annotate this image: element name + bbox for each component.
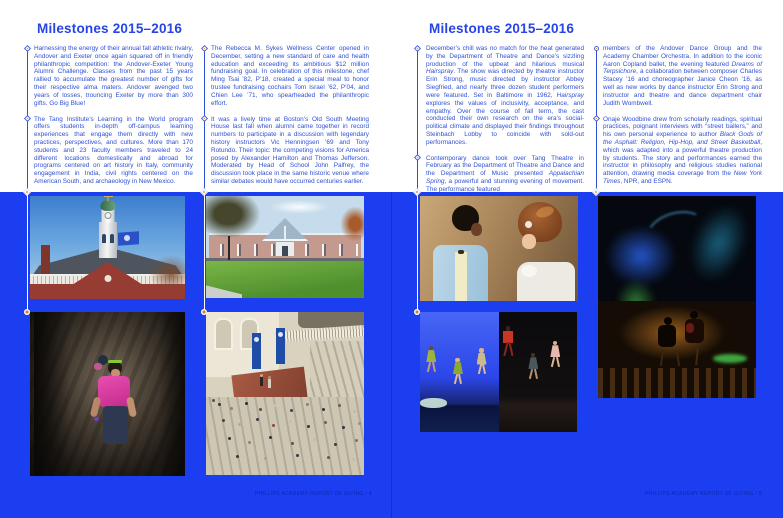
milestone-diamond-marker: [23, 44, 30, 51]
dancer-leg: [458, 374, 462, 384]
page-footer: PHILLIPS ACADEMY REPORT OF GIVING / 5: [645, 491, 762, 497]
photo-appalachian-spring-dancers: [420, 312, 577, 432]
milestone-diamond-marker: [413, 154, 420, 161]
text-column: [34, 45, 193, 194]
bow-tie: [458, 250, 464, 254]
dancer-head: [455, 358, 460, 363]
dancer-leg: [477, 364, 481, 374]
dancer-leg: [454, 374, 458, 384]
photo-tunnel-students: [30, 312, 185, 476]
page-gutter-line: [391, 192, 392, 518]
pink-shirt: [98, 376, 130, 407]
banner-seal: [278, 332, 283, 337]
clock-face: [104, 212, 111, 219]
text-column: [603, 45, 762, 194]
bare-tree: [149, 255, 185, 293]
photo-hairspray-performers: [420, 196, 578, 301]
speaker-figure: [268, 379, 271, 388]
milestone-diamond-marker: [200, 44, 207, 51]
photo-theatre-production: [598, 196, 756, 398]
pink-dress: [550, 345, 560, 357]
photo-wellness-center: [206, 196, 364, 298]
audience-dots: [212, 399, 215, 402]
gable-mullion: [284, 226, 286, 239]
milestone-item: [603, 45, 762, 108]
blue-backdrop-half: [420, 312, 499, 432]
lamp-post: [228, 236, 230, 260]
speaker-head: [268, 376, 271, 379]
tree: [206, 196, 260, 238]
milestone-text: The Rebecca M. Sykes Wellness Center opened in December, setting a new standard of care and health education and exceeding its ambitious $12 million fundraising goal. In celebration of this milestone, chef Ming Tsai ’82, P’18, created a special meal to honor trustee fundraising cochairs Tom Israel ’62, P’04, and Chien Lee ’71, who spearheaded the philanthropic effort.: [211, 45, 369, 107]
milestone-text: Contemporary dance took over Tang Theatre in February as the Department of Theatre and Dance and the Department of Music presented Appalachian Spring, a powerful and stunning evening of movement. The performance featured: [426, 154, 584, 193]
cloud: [269, 200, 329, 214]
page-footer: PHILLIPS ACADEMY REPORT OF GIVING / 4: [255, 491, 372, 497]
amber-floor-streaks: [598, 368, 756, 398]
tower-arch: [102, 234, 106, 243]
dark-backdrop-half: [499, 312, 578, 432]
jeans: [103, 406, 128, 444]
milestone-item: [211, 45, 369, 108]
milestone-diamond-marker: [200, 115, 207, 122]
stage-prop: [420, 398, 447, 408]
red-pants-leg: [508, 342, 512, 356]
milestone-item: [34, 45, 193, 108]
dancer-leg: [482, 364, 486, 374]
banner-seal: [254, 337, 259, 342]
dancer-head: [553, 341, 558, 346]
milestone-item: [34, 116, 193, 186]
rock-edge: [159, 312, 185, 476]
flag-logo: [124, 235, 130, 241]
green-dress: [453, 362, 463, 374]
green-dome: [100, 200, 115, 211]
dancer-head: [429, 346, 434, 351]
timeline-line: [417, 47, 418, 312]
timeline-line: [27, 47, 28, 312]
milestone-continuation-marker: [594, 46, 599, 51]
yellow-shirt: [455, 252, 467, 301]
chimney: [41, 245, 50, 275]
tower-arch: [110, 234, 114, 243]
milestone-item: [603, 116, 762, 186]
photo-bell-tower: [30, 196, 185, 299]
performer-face: [471, 223, 482, 236]
headlamp: [108, 360, 122, 363]
arch-window: [214, 318, 233, 350]
red-pants-leg: [504, 342, 509, 356]
dancer-leg: [427, 362, 431, 372]
dancer-leg: [556, 357, 560, 367]
milestone-text: December’s chill was no match for the heat generated by the Department of Theatre and Dance’s sizzling production of the upbeat and hilarious musical Hairspray. The show was directed by theatre instructor Erin Strong, music directed by instructor Abbey Siegfried, and nearly three dozen student performers were featured. Set in Baltimore in 1962, Hairspray explores the values of inclusivity, acceptance, and empathy. Over the course of fall term, the cast conducted their own research on the era’s social-political climate and displayed their findings throughout Steinbach Lobby to coincide with sold-out performances.: [426, 45, 584, 146]
seated-figure-body: [658, 325, 676, 347]
milestone-diamond-marker: [23, 115, 30, 122]
dancer-head: [531, 353, 536, 358]
text-column: [211, 45, 369, 194]
page-title: Milestones 2015–2016: [429, 21, 575, 36]
dancer-leg: [432, 362, 436, 372]
speaker-figure: [260, 377, 263, 386]
milestone-text: The Tang Institute’s Learning in the World program offers students in-depth off-campus learning experiences that engage them directly with new practices, perspectives, and cultures. More than 170 students and 23 faculty members traveled to 24 different locations domestically and abroad for programs centered on art history in Italy, community engagement in India, civil rights centered on the American South, and archaeology in New Mexico.: [34, 115, 193, 185]
milestone-text: Harnessing the energy of their annual fall athletic rivalry, Andover and Exeter once again squared off in friendly philanthropic competition: the Andover-Exeter Young Alumni Challenge. Classes from the past 15 years rallied to accumulate the greatest number of gifts for their respective alma maters. Andover avenged two years of losses, trouncing Exeter by more than 300 gifts. Go Big Blue!: [34, 45, 193, 107]
milestone-diamond-marker: [592, 115, 599, 122]
dancer-leg: [551, 357, 555, 367]
round-window: [104, 275, 111, 282]
milestone-item: [211, 116, 369, 186]
photo-meeting-house: [206, 312, 364, 475]
rock-cleft: [34, 312, 70, 476]
seated-figure-head: [690, 311, 698, 319]
page-title: Milestones 2015–2016: [37, 21, 183, 36]
green-floor-glow: [713, 354, 747, 363]
text-column: [426, 45, 584, 202]
bracelet: [94, 417, 99, 421]
milestone-text: Onaje Woodbine drew from scholarly readings, spiritual practices, poignant interviews with “street ballers,” and his own personal experience to author Black Gods of the Asphalt: Religion, Hip-Hop, and Street Basketball, which was adapted into a powerful theatre production by students. The story and performances earned the instructor in philosophy and religious studies national attention, drawing media coverage from the New York Times, NPR, and ESPN.: [603, 115, 763, 185]
milestone-item: [426, 45, 584, 147]
red-shirt: [503, 331, 513, 343]
door: [282, 246, 288, 256]
dancer-leg: [534, 369, 538, 379]
green-dress: [426, 350, 436, 362]
milestone-text: members of the Andover Dance Group and the Academy Chamber Orchestra. In addition to the iconic Aaron Copland ballet, the evening featured Dreams of Terpsichore, a collaboration between composer Charles Stacey ’16 and choreographer Janice Cheon ’16, as well as new works by dance instructor Erin Strong and instructor and theatre and dance department chair Judith Wombwell.: [603, 45, 762, 107]
teal-dress: [528, 357, 538, 369]
performer-face: [522, 234, 536, 249]
autumn-tree: [340, 206, 364, 242]
dancer-leg: [529, 369, 533, 379]
milestone-item: [426, 155, 584, 194]
pews: [206, 397, 364, 475]
milestone-text: It was a lively time at Boston’s Old South Meeting House last fall when alumni came together in record numbers to participate in a discussion with legendary history instructors Vic Henningsen ’69 and Tony Rotundo. Their topic: the competing visions for America posed by Alexander Hamilton and Thomas Jefferson. Moderated by Head of School John Palfrey, the discussion took place in the same historic venue where similar debates would have occurred centuries earlier.: [211, 115, 369, 185]
weathervane: [104, 196, 113, 197]
timeline-line: [204, 47, 205, 312]
second-student-shirt: [94, 363, 102, 370]
milestone-diamond-marker: [413, 44, 420, 51]
tan-dress: [477, 353, 487, 365]
dancer-head: [479, 348, 484, 353]
